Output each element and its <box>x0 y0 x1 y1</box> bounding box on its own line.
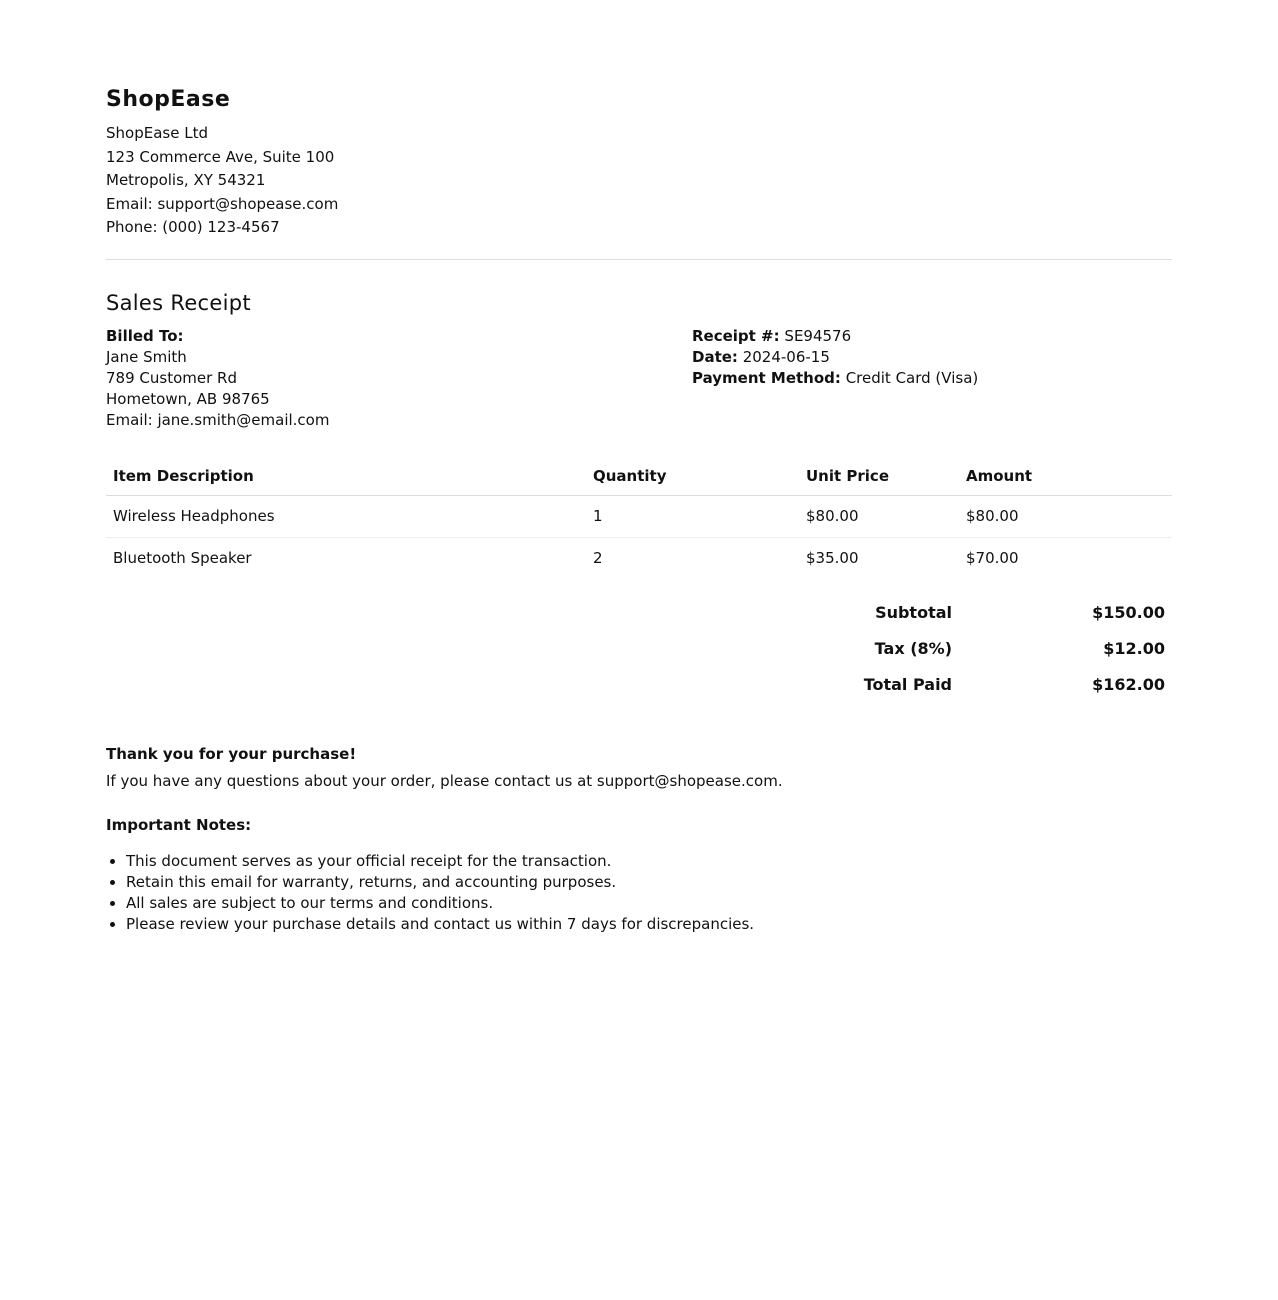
company-email: Email: support@shopease.com <box>106 194 339 213</box>
company-address-line1: 123 Commerce Ave, Suite 100 <box>106 147 335 166</box>
receipt-date-label: Date: <box>692 347 738 366</box>
subtotal-value: $150.00 <box>1092 603 1165 622</box>
total-value: $162.00 <box>1092 675 1165 694</box>
list-item: • All sales are subject to our terms and conditions. <box>126 893 1172 914</box>
item-unit-price: $35.00 <box>806 549 859 567</box>
subtotal-row <box>106 595 1172 631</box>
receipt-number-line <box>692 326 1172 347</box>
receipt-date-line <box>692 347 1172 368</box>
billed-to-label: Billed To: <box>106 326 184 345</box>
item-amount: $80.00 <box>959 495 1172 537</box>
items-table-header <box>106 457 1172 496</box>
receipt-number-label: Receipt #: <box>692 326 780 345</box>
payment-method-label: Payment Method: <box>692 368 841 387</box>
item-description: Bluetooth Speaker <box>113 549 252 567</box>
customer-name: Jane Smith <box>106 347 187 366</box>
list-item: • Please review your purchase details and contact us within 7 days for discrepancies. <box>126 914 1172 935</box>
item-quantity: 2 <box>593 549 603 567</box>
important-notes-list <box>106 851 1172 935</box>
header-amount: Amount <box>959 457 1172 496</box>
header-quantity: Quantity <box>586 457 799 496</box>
total-row <box>106 667 1172 703</box>
table-row <box>106 537 1172 579</box>
totals-block <box>106 595 1172 703</box>
customer-email: Email: jane.smith@email.com <box>106 410 330 429</box>
company-phone: Phone: (000) 123-4567 <box>106 218 280 236</box>
item-amount: $70.00 <box>966 549 1019 567</box>
items-table <box>106 457 1172 579</box>
list-item: • Retain this email for warranty, returns, and accounting purposes. <box>126 872 1172 893</box>
header-item-description: Item Description <box>106 457 586 496</box>
payment-method: Credit Card (Visa) <box>845 368 979 387</box>
billed-to-block <box>106 326 692 431</box>
list-item: • This document serves as your official receipt for the transaction. <box>126 851 1172 872</box>
brand-name: ShopEase <box>106 87 231 112</box>
receipt-meta-block <box>692 326 1172 431</box>
customer-address-line1: 789 Customer Rd <box>106 368 237 387</box>
thank-you-heading: Thank you for your purchase! <box>106 744 357 763</box>
important-notes-title: Important Notes: <box>106 815 252 834</box>
company-header <box>106 86 1172 240</box>
company-name: ShopEase Ltd <box>106 124 208 142</box>
receipt-info <box>106 326 1172 431</box>
customer-address-line2: Hometown, AB 98765 <box>106 389 270 408</box>
payment-method-line <box>692 368 1172 389</box>
table-row <box>106 495 1172 537</box>
item-unit-price: $80.00 <box>799 495 959 537</box>
header-divider <box>106 259 1172 260</box>
header-unit-price: Unit Price <box>799 457 959 496</box>
receipt-number: SE94576 <box>784 326 852 345</box>
tax-label: Tax (8%) <box>874 639 952 658</box>
contact-message: If you have any questions about your order, please contact us at support@shopease.com. <box>106 771 783 790</box>
company-address-line2: Metropolis, XY 54321 <box>106 171 266 189</box>
receipt-date: 2024-06-15 <box>742 347 830 366</box>
tax-row <box>106 631 1172 667</box>
item-quantity: 1 <box>586 495 799 537</box>
total-label: Total Paid <box>863 675 952 694</box>
subtotal-label: Subtotal <box>875 603 952 622</box>
tax-value: $12.00 <box>1103 639 1165 658</box>
item-description: Wireless Headphones <box>106 495 586 537</box>
receipt-title: Sales Receipt <box>106 290 251 315</box>
